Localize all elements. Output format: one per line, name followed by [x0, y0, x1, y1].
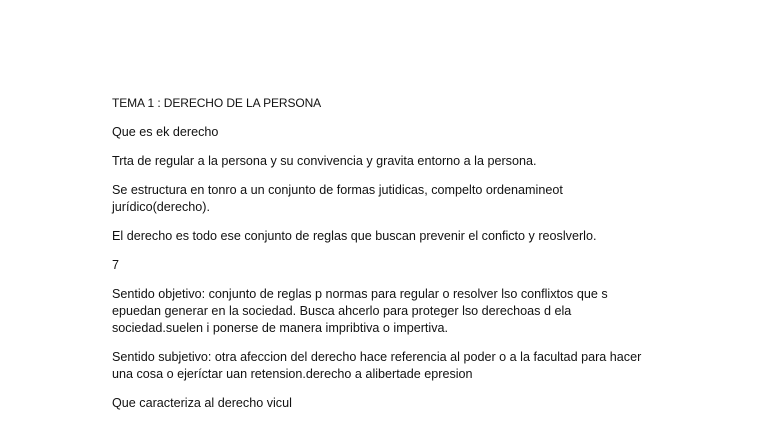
paragraph-regular-persona: [112, 153, 692, 170]
document-body: [112, 95, 692, 424]
document-title: [112, 95, 692, 112]
paragraph-conjunto-reglas: [112, 228, 692, 245]
paragraph-line: sociedad.suelen i ponerse de manera impribtiva o impertiva.: [112, 321, 449, 335]
paragraph-line: Sentido subjetivo: otra afeccion del derecho hace referencia al poder o a la facultad para hacer: [112, 350, 642, 364]
paragraph-line: 7: [112, 258, 120, 272]
paragraph-line: Sentido objetivo: conjunto de reglas p normas para regular o resolver lso conflixtos que s: [112, 287, 608, 301]
paragraph-line: una cosa o ejeríctar uan retension.derecho a alibertade epresion: [112, 367, 473, 381]
paragraph-number: [112, 257, 692, 274]
paragraph-question-derecho: [112, 124, 692, 141]
paragraph-sentido-objetivo: [112, 286, 692, 337]
paragraph-estructura: [112, 182, 692, 216]
paragraph-line: Que caracteriza al derecho vicul: [112, 396, 292, 410]
paragraph-line: jurídico(derecho).: [112, 200, 210, 214]
paragraph-line: Que es ek derecho: [112, 125, 219, 139]
paragraph-line: Trta de regular a la persona y su convivencia y gravita entorno a la persona.: [112, 154, 537, 168]
paragraph-sentido-subjetivo: [112, 349, 692, 383]
title-text: TEMA 1 : DERECHO DE LA PERSONA: [112, 96, 322, 110]
paragraph-caracteriza: [112, 395, 692, 412]
paragraph-line: epuedan generar en la sociedad. Busca ahcerlo para proteger lso derechoas d ela: [112, 304, 572, 318]
paragraph-line: Se estructura en tonro a un conjunto de formas jutidicas, compelto ordenamineot: [112, 183, 563, 197]
paragraph-line: El derecho es todo ese conjunto de reglas que buscan prevenir el conficto y reoslverlo.: [112, 229, 597, 243]
